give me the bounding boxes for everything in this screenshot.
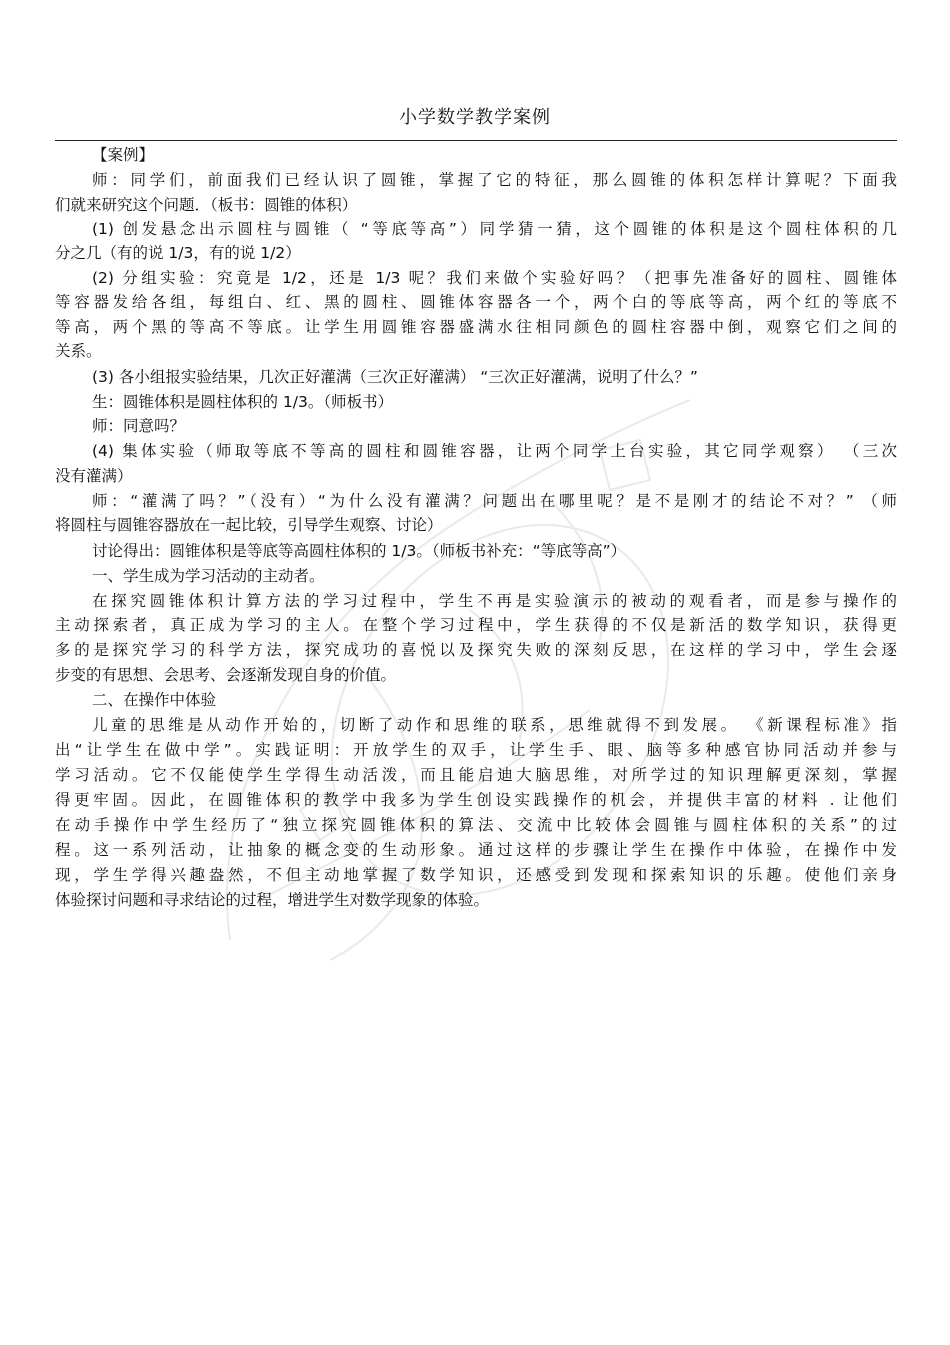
paragraph-line: 体验探讨问题和寻求结论的过程，增进学生对数学现象的体验。: [55, 891, 490, 909]
paragraph-line: (2) 分组实验：究竟是 1/2，还是 1/3 呢？我们来做个实验好吗？（把事先准备好的圆柱、圆锥体: [92, 269, 897, 287]
paragraph-line: 讨论得出：圆锥体积是等底等高圆柱体积的 1/3。（师板书补充：“等底等高”）: [92, 542, 627, 560]
paragraph-line: 生：圆锥体积是圆柱体积的 1/3。（师板书）: [92, 393, 394, 411]
paragraph-line: 在探究圆锥体积计算方法的学习过程中，学生不再是实验演示的被动的观看者，而是参与操作的: [92, 592, 897, 610]
paragraph-line: 现，学生学得兴趣盎然，不但主动地掌握了数学知识，还感受到发现和探索知识的乐趣。使他们亲身: [55, 866, 897, 884]
paragraph-line: 出“让学生在做中学”。实践证明：开放学生的双手，让学生手、眼、脑等多种感官协同活动并参与: [55, 741, 897, 759]
paragraph-line: 步变的有思想、会思考、会逐渐发现自身的价值。: [55, 666, 397, 684]
title-divider: [55, 140, 897, 141]
paragraph-line: 主动探索者，真正成为学习的主人。在整个学习过程中，学生获得的不仅是新活的数学知识，获得更: [55, 616, 897, 634]
paragraph-line: (3) 各小组报实验结果，几次正好灌满（三次正好灌满） “三次正好灌满，说明了什么？”: [92, 368, 698, 386]
section-heading: 二、在操作中体验: [92, 691, 217, 709]
paragraph-line: 程。这一系列活动，让抽象的概念变的生动形象。通过这样的步骤让学生在操作中体验，在操作中发: [55, 841, 897, 859]
paragraph-line: 师：“灌满了吗？”（没有）“为什么没有灌满？问题出在哪里呢？是不是刚才的结论不对？” （师: [92, 492, 897, 510]
section-heading: 一、学生成为学习活动的主动者。: [92, 567, 325, 585]
paragraph-line: 师：同意吗？: [92, 417, 186, 435]
paragraph-line: 关系。: [55, 342, 102, 360]
paragraph-line: 学习活动。它不仅能使学生学得生动活泼，而且能启迪大脑思维，对所学过的知识理解更深刻，掌握: [55, 766, 897, 784]
paragraph-line: 多的是探究学习的科学方法，探究成功的喜悦以及探究失败的深刻反思，在这样的学习中，学生会逐: [55, 641, 897, 659]
case-label: 【案例】: [92, 146, 155, 164]
paragraph-line: 师：同学们，前面我们已经认识了圆锥，掌握了它的特征，那么圆锥的体积怎样计算呢？下面我: [92, 171, 897, 189]
paragraph-line: (4) 集体实验（师取等底不等高的圆柱和圆锥容器，让两个同学上台实验，其它同学观察） （三次: [92, 442, 897, 460]
paragraph-line: 分之几（有的说 1/3，有的说 1/2）: [55, 244, 301, 262]
paragraph-line: 得更牢固。因此，在圆锥体积的教学中我多为学生创设实践操作的机会，并提供丰富的材料 . 让他们: [55, 791, 897, 809]
page-title: 小学数学教学案例: [399, 107, 551, 128]
paragraph-line: 等高，两个黑的等高不等底。让学生用圆锥容器盛满水往相同颜色的圆柱容器中倒，观察它们之间的: [55, 318, 897, 336]
paragraph-line: 没有灌满）: [55, 467, 133, 485]
paragraph-line: (1) 创发悬念出示圆柱与圆锥（ “等底等高”）同学猜一猜，这个圆锥的体积是这个圆柱体积的几: [92, 220, 897, 238]
paragraph-line: 在动手操作中学生经历了“独立探究圆锥体积的算法、交流中比较体会圆锥与圆柱体积的关系”的过: [55, 816, 897, 834]
paragraph-line: 将圆柱与圆锥容器放在一起比较，引导学生观察、讨论）: [55, 516, 443, 534]
paragraph-line: 等容器发给各组，每组白、红、黑的圆柱、圆锥体容器各一个，两个白的等底等高，两个红的等底不: [55, 293, 897, 311]
paragraph-line: 们就来研究这个问题．（板书：圆锥的体积）: [55, 196, 358, 214]
paragraph-line: 儿童的思维是从动作开始的，切断了动作和思维的联系，思维就得不到发展。 《新课程标准》指: [92, 716, 897, 734]
